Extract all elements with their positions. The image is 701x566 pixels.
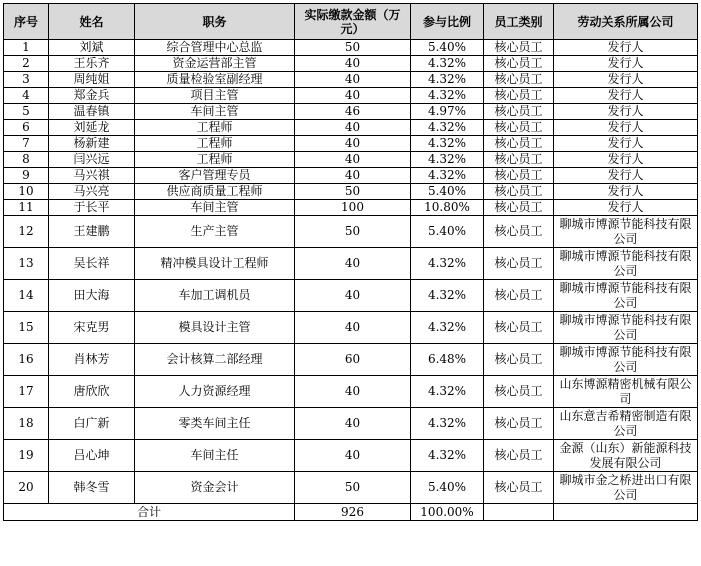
cell-category: 核心员工 <box>484 376 554 408</box>
header-ratio: 参与比例 <box>411 4 484 40</box>
cell-index: 10 <box>4 184 49 200</box>
cell-name: 宋克男 <box>49 312 135 344</box>
cell-position: 质量检验室副经理 <box>135 72 295 88</box>
cell-index: 3 <box>4 72 49 88</box>
cell-category: 核心员工 <box>484 40 554 56</box>
cell-ratio: 4.32% <box>411 152 484 168</box>
cell-company: 聊城市博源节能科技有限公司 <box>554 312 698 344</box>
table-row <box>4 56 698 72</box>
cell-amount: 40 <box>295 56 411 72</box>
table-row <box>4 152 698 168</box>
cell-position: 综合管理中心总监 <box>135 40 295 56</box>
cell-index: 12 <box>4 216 49 248</box>
table-row <box>4 88 698 104</box>
cell-index: 18 <box>4 408 49 440</box>
cell-company: 发行人 <box>554 120 698 136</box>
table-row <box>4 104 698 120</box>
cell-ratio: 4.97% <box>411 104 484 120</box>
cell-position: 精冲模具设计工程师 <box>135 248 295 280</box>
cell-category: 核心员工 <box>484 312 554 344</box>
cell-name: 唐欣欣 <box>49 376 135 408</box>
header-row <box>4 4 698 40</box>
cell-ratio: 5.40% <box>411 216 484 248</box>
header-category: 员工类别 <box>484 4 554 40</box>
cell-amount: 40 <box>295 72 411 88</box>
table-row <box>4 344 698 376</box>
cell-ratio: 4.32% <box>411 88 484 104</box>
table-row <box>4 120 698 136</box>
cell-category: 核心员工 <box>484 440 554 472</box>
table-row <box>4 72 698 88</box>
cell-category: 核心员工 <box>484 56 554 72</box>
cell-name: 马兴祺 <box>49 168 135 184</box>
cell-ratio: 4.32% <box>411 280 484 312</box>
cell-ratio: 5.40% <box>411 472 484 504</box>
table-row <box>4 168 698 184</box>
cell-category: 核心员工 <box>484 120 554 136</box>
cell-amount: 50 <box>295 40 411 56</box>
table-row <box>4 408 698 440</box>
cell-position: 资金会计 <box>135 472 295 504</box>
cell-position: 会计核算二部经理 <box>135 344 295 376</box>
cell-index: 6 <box>4 120 49 136</box>
cell-index: 2 <box>4 56 49 72</box>
cell-position: 零类车间主任 <box>135 408 295 440</box>
table-row <box>4 440 698 472</box>
cell-index: 16 <box>4 344 49 376</box>
cell-name: 肖林芳 <box>49 344 135 376</box>
cell-index: 9 <box>4 168 49 184</box>
cell-company: 发行人 <box>554 72 698 88</box>
cell-amount: 60 <box>295 344 411 376</box>
cell-amount: 50 <box>295 472 411 504</box>
cell-category: 核心员工 <box>484 152 554 168</box>
cell-position: 项目主管 <box>135 88 295 104</box>
cell-company: 发行人 <box>554 56 698 72</box>
cell-ratio: 4.32% <box>411 120 484 136</box>
cell-company: 发行人 <box>554 88 698 104</box>
cell-amount: 100 <box>295 200 411 216</box>
total-amount: 926 <box>295 504 411 521</box>
cell-name: 周纯姐 <box>49 72 135 88</box>
cell-position: 车间主任 <box>135 440 295 472</box>
cell-amount: 40 <box>295 408 411 440</box>
cell-category: 核心员工 <box>484 88 554 104</box>
cell-amount: 50 <box>295 216 411 248</box>
cell-position: 工程师 <box>135 152 295 168</box>
cell-name: 王乐齐 <box>49 56 135 72</box>
cell-position: 资金运营部主管 <box>135 56 295 72</box>
cell-ratio: 5.40% <box>411 184 484 200</box>
cell-company: 金源（山东）新能源科技发展有限公司 <box>554 440 698 472</box>
cell-ratio: 6.48% <box>411 344 484 376</box>
cell-ratio: 10.80% <box>411 200 484 216</box>
cell-amount: 40 <box>295 152 411 168</box>
table-row <box>4 200 698 216</box>
cell-index: 15 <box>4 312 49 344</box>
cell-ratio: 4.32% <box>411 408 484 440</box>
cell-ratio: 4.32% <box>411 312 484 344</box>
cell-company: 聊城市博源节能科技有限公司 <box>554 248 698 280</box>
cell-category: 核心员工 <box>484 168 554 184</box>
cell-amount: 40 <box>295 280 411 312</box>
cell-name: 杨新建 <box>49 136 135 152</box>
cell-company: 发行人 <box>554 40 698 56</box>
cell-position: 生产主管 <box>135 216 295 248</box>
cell-category: 核心员工 <box>484 472 554 504</box>
cell-name: 白广新 <box>49 408 135 440</box>
table-row <box>4 216 698 248</box>
cell-company: 聊城市博源节能科技有限公司 <box>554 216 698 248</box>
cell-ratio: 4.32% <box>411 248 484 280</box>
cell-name: 郑金兵 <box>49 88 135 104</box>
employee-contribution-table <box>3 3 698 521</box>
cell-company: 发行人 <box>554 136 698 152</box>
table-row <box>4 136 698 152</box>
table-row <box>4 248 698 280</box>
cell-category: 核心员工 <box>484 200 554 216</box>
cell-category: 核心员工 <box>484 280 554 312</box>
header-company: 劳动关系所属公司 <box>554 4 698 40</box>
cell-amount: 40 <box>295 120 411 136</box>
cell-amount: 50 <box>295 184 411 200</box>
table-row <box>4 376 698 408</box>
total-empty-category <box>484 504 554 521</box>
cell-index: 1 <box>4 40 49 56</box>
header-name: 姓名 <box>49 4 135 40</box>
cell-position: 工程师 <box>135 136 295 152</box>
header-position: 职务 <box>135 4 295 40</box>
cell-name: 于长平 <box>49 200 135 216</box>
cell-company: 聊城市金之桥进出口有限公司 <box>554 472 698 504</box>
cell-amount: 40 <box>295 248 411 280</box>
total-label: 合计 <box>4 504 295 521</box>
cell-company: 发行人 <box>554 152 698 168</box>
cell-name: 吴长祥 <box>49 248 135 280</box>
cell-ratio: 4.32% <box>411 376 484 408</box>
cell-name: 刘延龙 <box>49 120 135 136</box>
cell-name: 马兴亮 <box>49 184 135 200</box>
cell-category: 核心员工 <box>484 136 554 152</box>
cell-category: 核心员工 <box>484 184 554 200</box>
cell-position: 车间主管 <box>135 104 295 120</box>
cell-company: 聊城市博源节能科技有限公司 <box>554 344 698 376</box>
cell-company: 发行人 <box>554 168 698 184</box>
cell-name: 温春镇 <box>49 104 135 120</box>
cell-amount: 46 <box>295 104 411 120</box>
cell-index: 17 <box>4 376 49 408</box>
cell-ratio: 4.32% <box>411 168 484 184</box>
cell-category: 核心员工 <box>484 216 554 248</box>
cell-category: 核心员工 <box>484 248 554 280</box>
total-empty-company <box>554 504 698 521</box>
cell-name: 闫兴远 <box>49 152 135 168</box>
cell-amount: 40 <box>295 88 411 104</box>
cell-position: 客户管理专员 <box>135 168 295 184</box>
cell-ratio: 4.32% <box>411 72 484 88</box>
cell-company: 山东意吉希精密制造有限公司 <box>554 408 698 440</box>
table-row <box>4 40 698 56</box>
header-amount: 实际缴款金额（万元） <box>295 4 411 40</box>
cell-index: 19 <box>4 440 49 472</box>
cell-name: 吕心坤 <box>49 440 135 472</box>
cell-index: 4 <box>4 88 49 104</box>
table-row <box>4 184 698 200</box>
cell-name: 韩冬雪 <box>49 472 135 504</box>
cell-amount: 40 <box>295 312 411 344</box>
total-ratio: 100.00% <box>411 504 484 521</box>
cell-name: 田大海 <box>49 280 135 312</box>
cell-company: 发行人 <box>554 200 698 216</box>
cell-position: 供应商质量工程师 <box>135 184 295 200</box>
cell-amount: 40 <box>295 136 411 152</box>
cell-name: 刘斌 <box>49 40 135 56</box>
cell-index: 14 <box>4 280 49 312</box>
header-index: 序号 <box>4 4 49 40</box>
cell-company: 发行人 <box>554 184 698 200</box>
cell-index: 5 <box>4 104 49 120</box>
cell-ratio: 4.32% <box>411 440 484 472</box>
cell-category: 核心员工 <box>484 104 554 120</box>
cell-name: 王建鹏 <box>49 216 135 248</box>
cell-position: 工程师 <box>135 120 295 136</box>
table-row <box>4 280 698 312</box>
cell-amount: 40 <box>295 376 411 408</box>
cell-ratio: 4.32% <box>411 56 484 72</box>
cell-index: 7 <box>4 136 49 152</box>
cell-position: 车加工调机员 <box>135 280 295 312</box>
cell-company: 山东博源精密机械有限公司 <box>554 376 698 408</box>
cell-index: 20 <box>4 472 49 504</box>
cell-category: 核心员工 <box>484 72 554 88</box>
cell-position: 车间主管 <box>135 200 295 216</box>
cell-index: 11 <box>4 200 49 216</box>
cell-amount: 40 <box>295 168 411 184</box>
cell-company: 聊城市博源节能科技有限公司 <box>554 280 698 312</box>
cell-company: 发行人 <box>554 104 698 120</box>
cell-ratio: 4.32% <box>411 136 484 152</box>
cell-category: 核心员工 <box>484 344 554 376</box>
cell-index: 13 <box>4 248 49 280</box>
cell-ratio: 5.40% <box>411 40 484 56</box>
cell-category: 核心员工 <box>484 408 554 440</box>
cell-amount: 40 <box>295 440 411 472</box>
total-row <box>4 504 698 521</box>
table-row <box>4 312 698 344</box>
cell-position: 模具设计主管 <box>135 312 295 344</box>
cell-index: 8 <box>4 152 49 168</box>
cell-position: 人力资源经理 <box>135 376 295 408</box>
table-row <box>4 472 698 504</box>
